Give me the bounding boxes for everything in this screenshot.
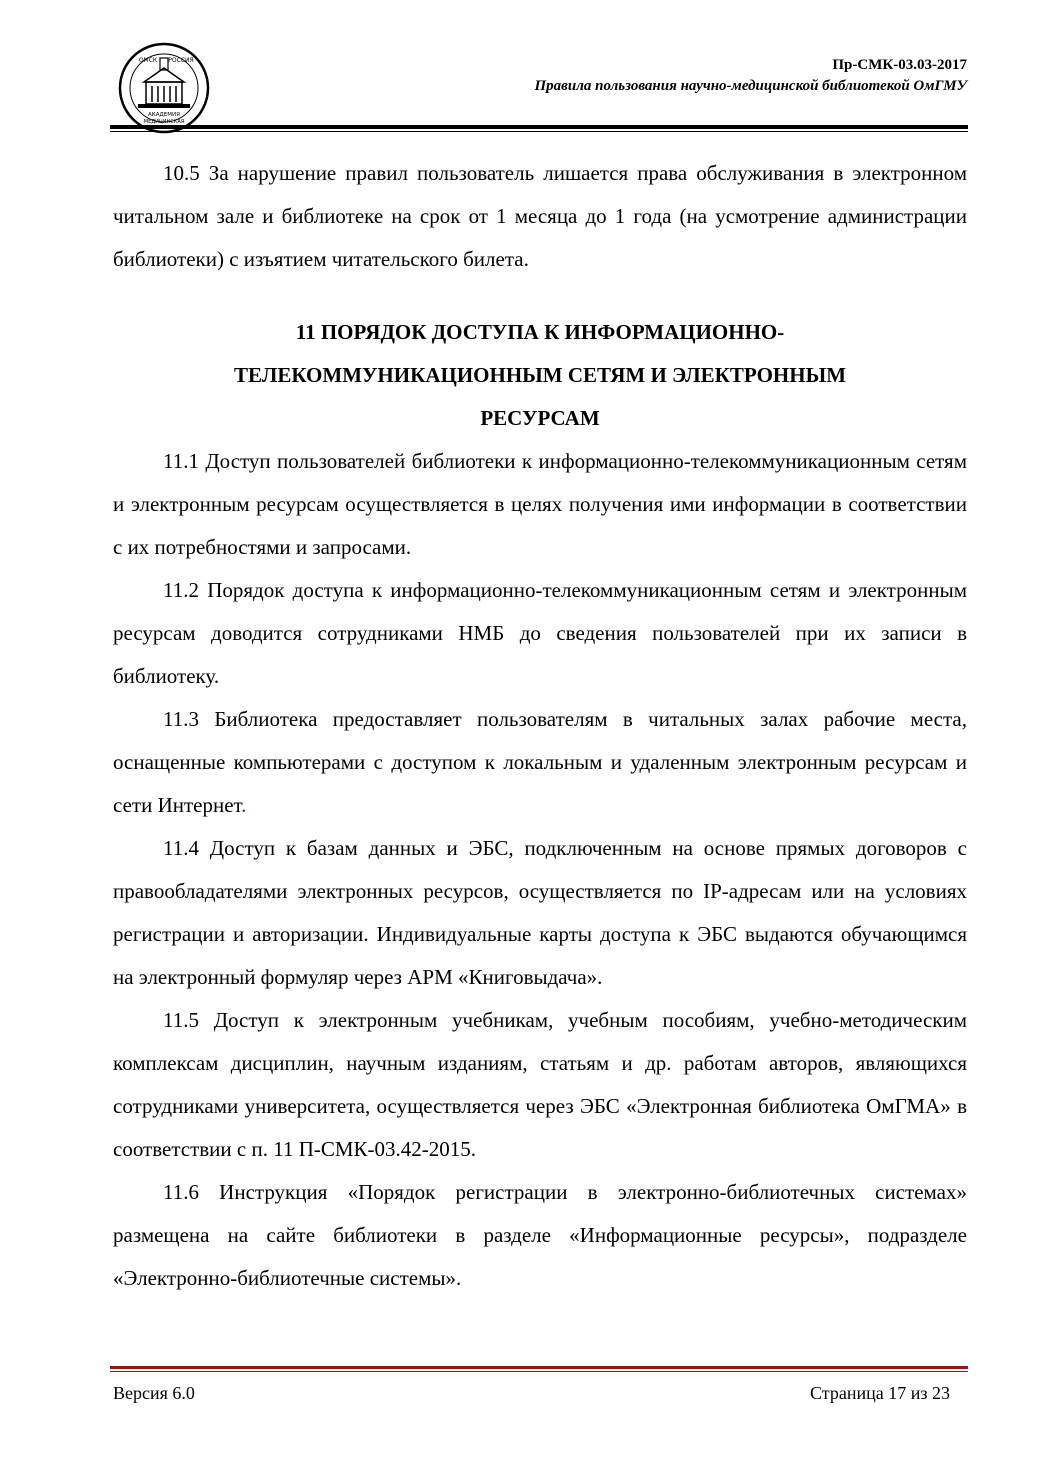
footer-rule-thick bbox=[110, 1366, 968, 1369]
paragraph-11-3 bbox=[113, 698, 967, 827]
page-header bbox=[110, 30, 970, 130]
section-heading-line-2: ТЕЛЕКОММУНИКАЦИОННЫМ СЕТЯМ И ЭЛЕКТРОННЫМ bbox=[233, 363, 847, 387]
seal-text-right: РОССИЯ bbox=[168, 57, 194, 64]
header-rule-thin bbox=[110, 131, 968, 132]
paragraph-11-4: 11.4 Доступ к базам данных и ЭБС, подключенным на основе прямых договоров с правообладателями электронных ресурсов, осуществляется по IP-адресам или на условиях регистрации и авторизации. Индивидуальные карты доступа к ЭБС выдаются обучающимся на электронный формуляр через АРМ «Книговыдача». bbox=[113, 836, 967, 989]
university-seal-icon bbox=[118, 42, 210, 134]
footer-page-number: Страница 17 из 23 bbox=[810, 1383, 950, 1403]
footer-rule-thin bbox=[110, 1371, 968, 1372]
seal-text-bottom-1: АКАДЕМИЯ bbox=[148, 112, 180, 118]
header-rule-thick bbox=[110, 125, 968, 129]
document-code: Пр-СМК-03.03-2017 bbox=[832, 57, 967, 73]
seal-text-bottom-2: МЕДИЦИНСКАЯ bbox=[143, 119, 185, 125]
section-heading-line-1: 11 ПОРЯДОК ДОСТУПА К ИНФОРМАЦИОННО- bbox=[295, 320, 785, 344]
document-title: Правила пользования научно-медицинской библиотекой ОмГМУ bbox=[534, 78, 967, 94]
footer-version: Версия 6.0 bbox=[113, 1383, 195, 1403]
paragraph-11-5: 11.5 Доступ к электронным учебникам, учебным пособиям, учебно-методическим комплексам дисциплин, научным изданиям, статьям и др. работам авторов, являющихся сотрудниками университета, осуществляется через ЭБС «Электронная библиотека ОмГМА» в соответствии с п. 11 П-СМК-03.42-2015. bbox=[113, 1008, 967, 1161]
paragraph-11-2: 11.2 Порядок доступа к информационно-телекоммуникационным сетям и электронным ресурсам доводится сотрудниками НМБ до сведения пользователей при их записи в библиотеку. bbox=[113, 578, 967, 688]
paragraph-10-5: 10.5 За нарушение правил пользователь лишается права обслуживания в электронном читальном зале и библиотеке на срок от 1 месяца до 1 года (на усмотрение администрации библиотеки) с изъятием читательского билета. bbox=[113, 161, 967, 271]
paragraph-11-3-period: . bbox=[241, 793, 247, 817]
seal-text-left: ОМСК bbox=[138, 57, 158, 64]
paragraph-11-3-text: 11.3 Библиотека предоставляет пользователям в читальных залах рабочие места, оснащенные компьютерами с доступом к локальным и удаленным электронным ресурсам и сети Интернет bbox=[113, 707, 967, 817]
section-heading-line-3: РЕСУРСАМ bbox=[480, 406, 600, 430]
section-heading-11 bbox=[113, 311, 967, 440]
page-content bbox=[113, 152, 967, 1300]
paragraph-11-6: 11.6 Инструкция «Порядок регистрации в электронно-библиотечных системах» размещена на сайте библиотеки в разделе «Информационные ресурсы», подразделе «Электронно-библиотечные системы». bbox=[113, 1180, 967, 1290]
paragraph-11-1: 11.1 Доступ пользователей библиотеки к информационно-телекоммуникационным сетям и электронным ресурсам осуществляется в целях получения ими информации в соответствии с их потребностями и запросами. bbox=[113, 449, 967, 559]
